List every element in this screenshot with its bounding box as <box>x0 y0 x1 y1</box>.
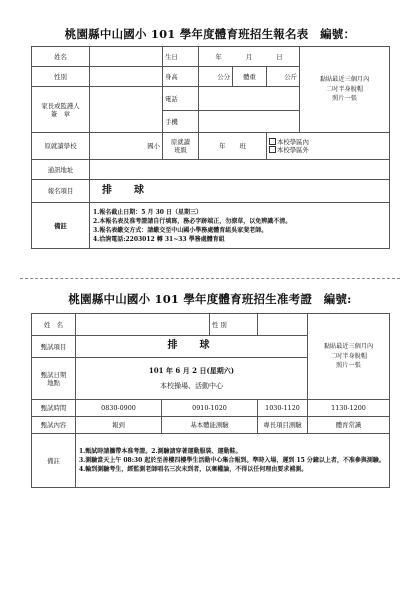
admission-ticket <box>31 313 390 488</box>
address-label: 通訊地址 <box>32 160 90 180</box>
time-1: 0830-0900 <box>76 400 162 417</box>
district-in-checkbox[interactable]: 本校學區內 <box>269 138 387 146</box>
weight-label: 體重 <box>233 67 267 87</box>
time-4: 1130-1200 <box>308 400 390 417</box>
registration-form <box>31 46 390 249</box>
name-label: 姓名 <box>32 47 90 67</box>
guardian-label: 家長或監護人 簽 章 <box>32 87 90 133</box>
notes-content: 1.報名截止日期：5 月 30 日（星期三） 2.本報名表及准考證請自行填寫，務必字跡端正，勿潦草，以免辨識不清。 3.報名表繳交方式：請繳交至中山國小學務處體育組吳家斐老師。 4.洽詢電話:2203012 轉 31~33 學務處體育組 <box>90 203 390 249</box>
birth-label: 生日 <box>163 47 199 67</box>
event-label: 報名項目 <box>32 180 90 203</box>
photo-box: 黏貼最近三個月內 二吋半身脫帽 照片一張 <box>308 314 390 400</box>
event-value: 排 球 <box>90 180 390 203</box>
content-3: 專長項目測驗 <box>258 417 308 434</box>
height-label: 身高 <box>163 67 199 87</box>
guardian-signature-field[interactable] <box>90 87 163 133</box>
phone-label: 電話 <box>163 87 199 111</box>
event-label: 甄試項目 <box>32 336 76 358</box>
notes-content: 1.甄試時請攜帶本准考證。2.測驗請穿著運動服裝、運動鞋。 3.測驗當天上午 08:30 起於至善樓四樓學生活動中心集合報到。準時入場，遲到 15 分鐘以上者，不准參與測驗。 4.輪到測驗考生，經監測老師唱名三次未到者，以棄權論，不得以任何理由要求補測。 <box>76 434 390 488</box>
district-out-checkbox[interactable]: 本校學區外 <box>269 146 387 154</box>
name-field[interactable] <box>90 47 163 67</box>
weight-field[interactable]: 公斤 <box>267 67 300 87</box>
photo-box: 黏貼最近三個月內 二吋半身脫帽 照片一張 <box>300 47 390 133</box>
checkbox-icon <box>269 138 276 145</box>
content-label: 甄試內容 <box>32 417 76 434</box>
gender-field[interactable] <box>258 314 308 336</box>
notes-label: 備註 <box>32 434 76 488</box>
content-1: 報到 <box>76 417 162 434</box>
date-location-value: 101 年 6 月 2 日(星期六) 本校操場、活動中心 <box>76 358 308 400</box>
name-label: 姓 名 <box>32 314 76 336</box>
time-label: 甄試時間 <box>32 400 76 417</box>
name-field[interactable] <box>76 314 210 336</box>
school-label: 原就讀學校 <box>32 133 90 160</box>
content-4: 體育常識 <box>308 417 390 434</box>
grade-field[interactable]: 年 班 <box>199 133 267 160</box>
time-2: 0910-1020 <box>162 400 258 417</box>
time-3: 1030-1120 <box>258 400 308 417</box>
mobile-field[interactable] <box>199 111 300 133</box>
form1-title: 桃園縣中山國小 101 學年度體育班招生報名表 編號： <box>64 27 356 41</box>
content-2: 基本體能測驗 <box>162 417 258 434</box>
school-field[interactable]: 國小 <box>90 133 163 160</box>
height-field[interactable]: 公分 <box>199 67 233 87</box>
gender-label: 性 別 <box>210 314 258 336</box>
notes-label: 備註 <box>32 203 90 249</box>
mobile-label: 手機 <box>163 111 199 133</box>
gender-label: 性別 <box>32 67 90 87</box>
address-field[interactable] <box>90 160 390 180</box>
phone-field[interactable] <box>199 87 300 111</box>
birth-field[interactable]: 年 月 日 <box>199 47 300 67</box>
checkbox-icon <box>269 146 276 153</box>
event-value: 排 球 <box>76 336 308 358</box>
gender-field[interactable] <box>90 67 163 87</box>
form2-title: 桃園縣中山國小 101 學年度體育班招生准考證 編號: <box>68 292 352 306</box>
date-label: 甄試日期 地點 <box>32 358 76 400</box>
grade-label: 原就讀 班級 <box>163 133 199 160</box>
cut-line <box>20 278 400 279</box>
district-options <box>267 133 390 160</box>
